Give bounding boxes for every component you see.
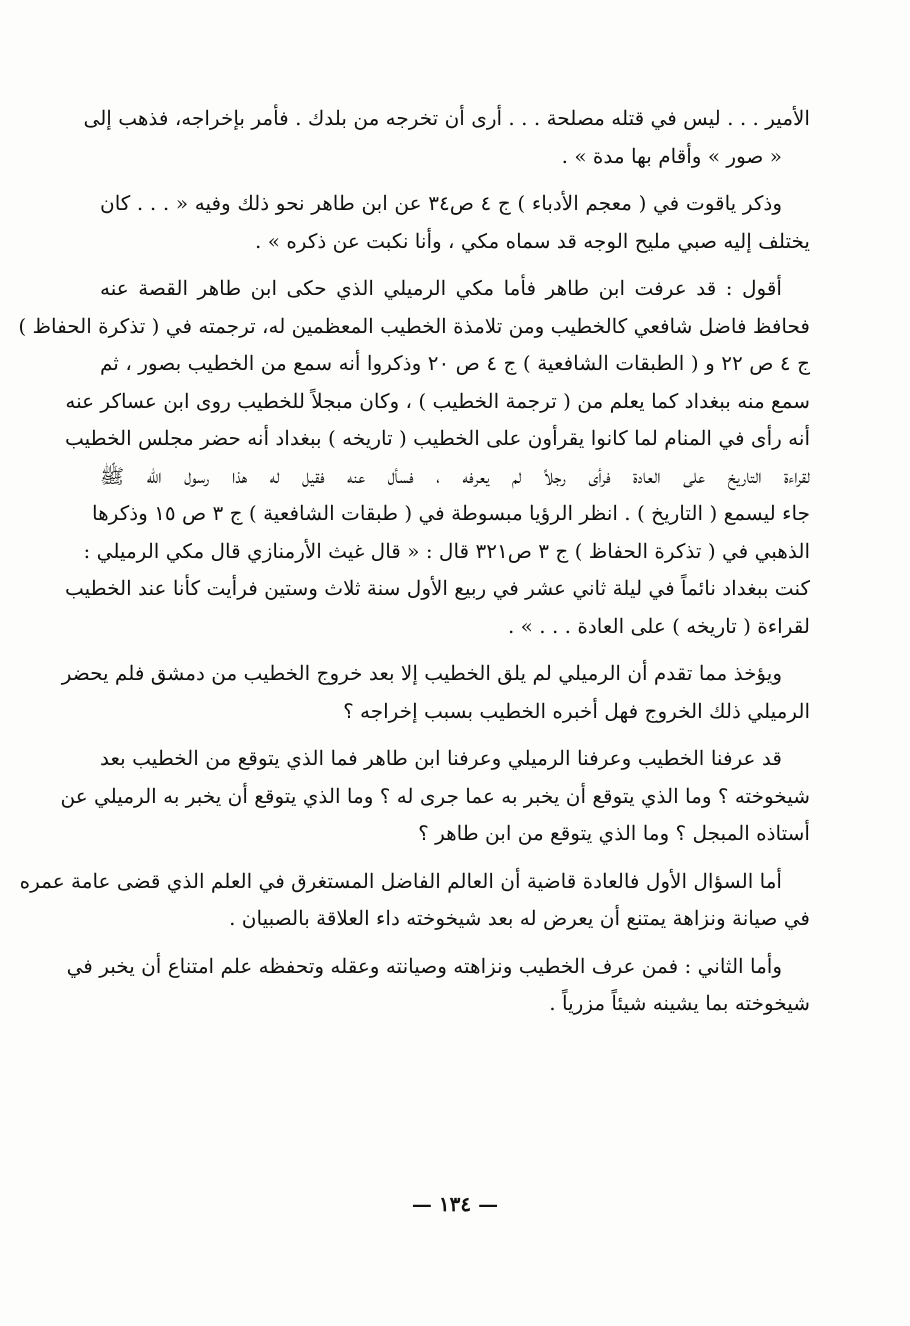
paragraph-7 [66,948,810,1023]
paragraph-3 [18,270,810,645]
text-line: شيخوخته ؟ وما الذي يتوقع أن يخبر به عما جرى له ؟ وما الذي يتوقع أن يخبر به الرميلي عن [60,783,810,808]
text-line: أقول : قد عرفت ابن طاهر فأما مكي الرميلي الذي حكى ابن طاهر القصة عنه [100,276,782,300]
text-line: الذهبي في ( تذكرة الحفاظ ) ج ٣ ص٣٢١ قال : « قال غيث الأرمنازي قال مكي الرميلي : [83,538,810,563]
text-line: ويؤخذ مما تقدم أن الرميلي لم يلق الخطيب إلا بعد خروج الخطيب من دمشق فلم يحضر [61,661,782,685]
text-line: فحافظ فاضل شافعي كالخطيب ومن تلامذة الخطيب المعظمين له، ترجمته في ( تذكرة الحفاظ ) [18,313,810,338]
page-body-text [18,100,810,1033]
text-line: وذكر ياقوت في ( معجم الأدباء ) ج ٤ ص٣٤ عن ابن طاهر نحو ذلك وفيه « . . . كان [100,191,782,215]
text-line: في صيانة ونزاهة يمتنع أن يعرض له بعد شيخوخته داء العلاقة بالصبيان . [229,906,810,930]
text-line: لقراءة التاريخ على العادة فرأى رجلاً لم يعرفه ، فسأل عنه فقيل له هذا رسول الله ﷺ [100,463,810,488]
text-line: كنت ببغداد نائماً في ليلة ثاني عشر في ربيع الأول سنة ثلاث وستين فرأيت كأنا عند الخطيب [65,576,810,600]
text-line: أنه رأى في المنام لما كانوا يقرأون على الخطيب ( تاريخه ) ببغداد أنه حضر مجلس الخطيب [65,426,810,450]
text-line: لقراءة ( تاريخه ) على العادة . . . » . [507,613,810,638]
text-line: الرميلي ذلك الخروج فهل أخبره الخطيب بسبب إخراجه ؟ [343,698,810,723]
text-line: يختلف إليه صبي مليح الوجه قد سماه مكي ، وأنا نكبت عن ذكره » . [255,228,810,253]
paragraph-2 [100,185,810,260]
page-number: — ١٣٤ — [411,1192,499,1216]
text-line: سمع منه ببغداد كما يعلم من ( ترجمة الخطيب ) ، وكان مبجلاً للخطيب روى ابن عساكر عنه [65,388,810,413]
paragraph-1 [83,100,810,175]
paragraph-4 [61,655,810,730]
text-line: أستاذه المبجل ؟ وما الذي يتوقع من ابن طاهر ؟ [418,821,810,845]
text-line: « صور » وأقام بها مدة » . [561,143,782,168]
text-line: وأما الثاني : فمن عرف الخطيب ونزاهته وصيانته وعقله وتحفظه علم امتناع أن يخبر في [66,953,782,978]
paragraph-6 [19,863,810,938]
text-line: ج ٤ ص ٢٢ و ( الطبقات الشافعية ) ج ٤ ص ٢٠ وذكروا أنه سمع من الخطيب بصور ، ثم [100,351,810,375]
text-line: قد عرفنا الخطيب وعرفنا الرميلي وعرفنا ابن طاهر فما الذي يتوقع من الخطيب بعد [100,746,782,770]
text-line: الأمير . . . ليس في قتله مصلحة . . . أرى أن تخرجه من بلدك . فأمر بإخراجه، فذهب إلى [83,106,810,130]
text-line: شيخوخته بما يشينه شيئاً مزرياً . [549,991,810,1015]
paragraph-5 [60,740,810,853]
text-line: أما السؤال الأول فالعادة قاضية أن العالم الفاضل المستغرق في العلم الذي قضى عامة عمره [19,868,782,893]
text-line: جاء ليسمع ( التاريخ ) . انظر الرؤيا مبسوطة في ( طبقات الشافعية ) ج ٣ ص ١٥ وذكرها [92,501,810,525]
